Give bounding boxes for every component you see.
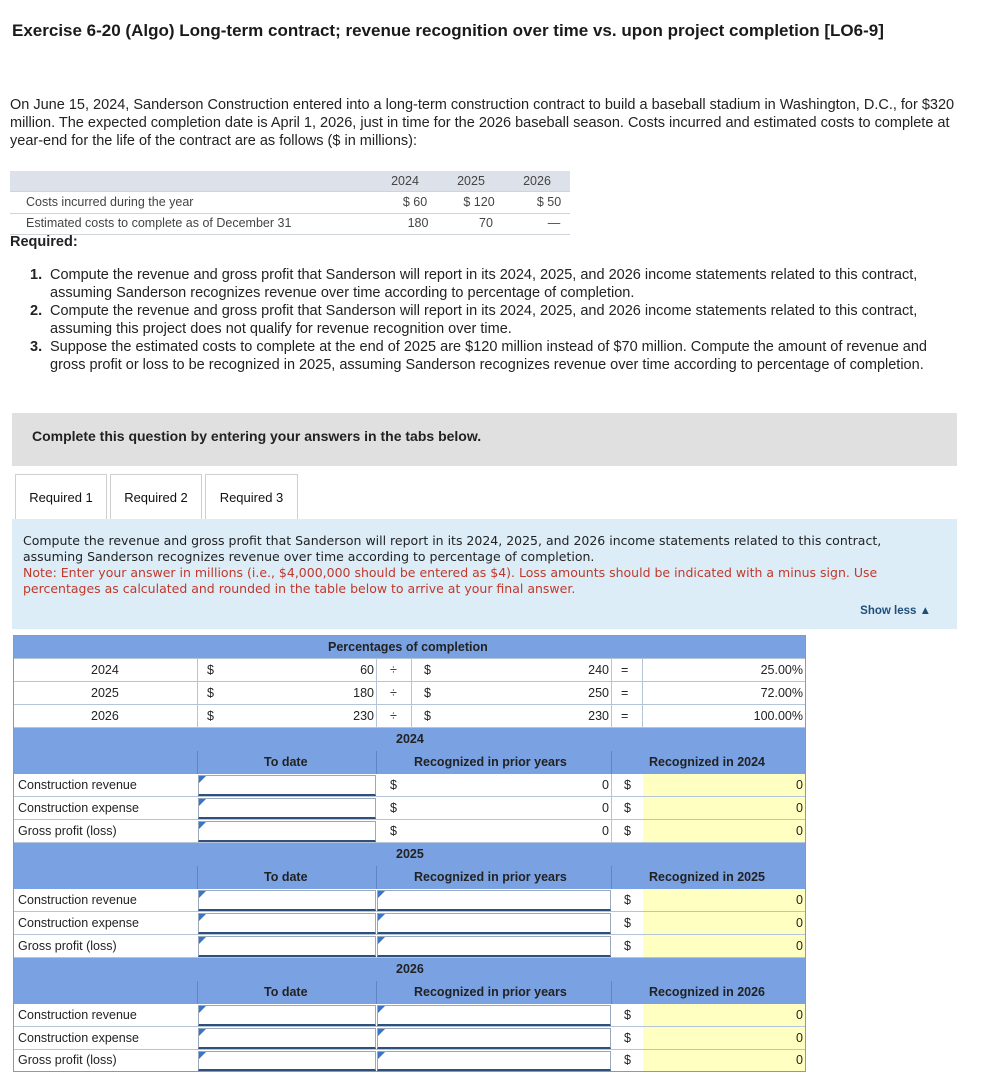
- dollar-sign: $: [624, 824, 631, 838]
- equals-sign: =: [621, 709, 629, 723]
- dollar-sign: $: [424, 663, 431, 677]
- recognized-value: 0: [796, 824, 803, 838]
- recognized-cell: [643, 1004, 805, 1027]
- col-to-date: To date: [264, 985, 308, 999]
- row-label: Construction revenue: [18, 1008, 137, 1022]
- year-2026: 2026: [523, 174, 551, 188]
- section-header-row: [14, 981, 805, 1004]
- recognized-cell: [643, 797, 805, 820]
- dollar-sign: $: [390, 824, 397, 838]
- page-title: Exercise 6-20 (Algo) Long-term contract; revenue recognition over time vs. upon project completion [LO6-9]: [12, 21, 884, 40]
- recognized-value: 0: [796, 916, 803, 930]
- pct-row: [14, 705, 805, 728]
- row-label: Construction expense: [18, 1031, 139, 1045]
- table-row: [14, 912, 805, 935]
- dollar-sign: $: [624, 1031, 631, 1045]
- panel-note: Note: Enter your answer in millions (i.e., $4,000,000 should be entered as $4). Loss amounts should be indicated with a minus sign. Use percentages as calculated and rounded in the table below to arrive at your final answer.: [23, 565, 878, 596]
- dollar-sign: $: [624, 916, 631, 930]
- dollar-sign: $: [624, 893, 631, 907]
- row-label: Gross profit (loss): [18, 1053, 117, 1067]
- section-header-row: [14, 751, 805, 774]
- section-year: 2026: [396, 962, 424, 976]
- section-year-bar: [14, 728, 805, 751]
- col-prior-years: Recognized in prior years: [414, 985, 567, 999]
- recognized-value: 0: [796, 1031, 803, 1045]
- triangle-up-icon: ▲: [919, 605, 931, 617]
- table-row: [14, 889, 805, 912]
- col-recognized: Recognized in 2025: [649, 870, 766, 884]
- tab-required-1[interactable]: Required 1: [15, 474, 107, 520]
- col-prior-years: Recognized in prior years: [414, 870, 567, 884]
- to-date-input[interactable]: [198, 1028, 376, 1049]
- instructions-banner: Complete this question by entering your answers in the tabs below.: [12, 413, 957, 466]
- dollar-sign: $: [207, 709, 214, 723]
- pct-value: 72.00%: [760, 686, 803, 700]
- pct-year: 2025: [91, 686, 119, 700]
- recognized-value: 0: [796, 801, 803, 815]
- prior-years-input[interactable]: [377, 913, 611, 934]
- equals-sign: =: [621, 663, 629, 677]
- prior-years-input[interactable]: [377, 1028, 611, 1049]
- cost-value: $ 50: [536, 195, 562, 209]
- dollar-sign: $: [624, 778, 631, 792]
- table-row: [14, 820, 805, 843]
- col-to-date: To date: [264, 870, 308, 884]
- to-date-input[interactable]: [198, 913, 376, 934]
- to-date-input[interactable]: [198, 890, 376, 911]
- requirements-list: [30, 266, 950, 374]
- cost-value: 70: [479, 216, 493, 230]
- tab-required-2[interactable]: Required 2: [110, 474, 202, 520]
- to-date-input[interactable]: [198, 1005, 376, 1026]
- recognized-cell: [643, 820, 805, 843]
- pct-row: [14, 682, 805, 705]
- dollar-sign: $: [207, 686, 214, 700]
- dollar-sign: $: [624, 801, 631, 815]
- prior-years-input[interactable]: [377, 1051, 611, 1071]
- prior-years-input[interactable]: [377, 890, 611, 911]
- row-label: Construction revenue: [18, 893, 137, 907]
- costs-row-label: Estimated costs to complete as of December 31: [26, 216, 292, 230]
- pct-year: 2024: [91, 663, 119, 677]
- pct-numerator: 230: [353, 709, 374, 723]
- dollar-sign: $: [424, 709, 431, 723]
- pct-header-row: [14, 636, 805, 658]
- prior-value: 0: [602, 778, 609, 792]
- recognized-value: 0: [796, 939, 803, 953]
- divide-sign: ÷: [390, 709, 397, 723]
- pct-numerator: 180: [353, 686, 374, 700]
- costs-table: [10, 171, 570, 235]
- pct-value: 25.00%: [760, 663, 803, 677]
- dollar-sign: $: [390, 778, 397, 792]
- pct-value: 100.00%: [753, 709, 803, 723]
- row-label: Gross profit (loss): [18, 939, 117, 953]
- prior-years-input[interactable]: [377, 1005, 611, 1026]
- recognized-cell: [643, 935, 805, 958]
- dollar-sign: $: [390, 801, 397, 815]
- problem-intro: On June 15, 2024, Sanderson Construction entered into a long-term construction contract to build a baseball stadium in Washington, D.C., for $320 million. The expected completion date is April 1, 2026, just in time for the 2026 baseball season. Costs incurred and estimated costs to complete at year-end for the life of the contract are as follows ($ in millions):: [10, 97, 955, 149]
- recognized-cell: [643, 889, 805, 912]
- recognized-value: 0: [796, 893, 803, 907]
- prior-value: 0: [602, 824, 609, 838]
- cost-value: 180: [407, 216, 429, 230]
- col-recognized: Recognized in 2026: [649, 985, 766, 999]
- divide-sign: ÷: [390, 663, 397, 677]
- requirement-3: 3. Suppose the estimated costs to complete at the end of 2025 are $120 million instead of $70 million. Compute the amount of revenue and gross profit or loss to be recognized in 2025, assuming Sanderson recognizes revenue over time according to percentage of completion.: [30, 339, 927, 373]
- cost-value: —: [547, 216, 561, 230]
- section-year-bar: [14, 958, 805, 981]
- recognized-value: 0: [796, 1053, 803, 1067]
- costs-row-label: Costs incurred during the year: [26, 195, 194, 209]
- cost-value: $ 60: [402, 195, 428, 209]
- recognized-cell: [643, 774, 805, 797]
- panel-instruction: Compute the revenue and gross profit that Sanderson will report in its 2024, 2025, and 2026 income statements related to this contract, assuming Sanderson recognizes revenue over time according to percentage of completion.: [23, 533, 882, 564]
- tab-required-3[interactable]: Required 3: [205, 474, 298, 520]
- row-label: Construction revenue: [18, 778, 137, 792]
- year-2025: 2025: [457, 174, 485, 188]
- recognized-cell: [643, 912, 805, 935]
- table-row: [14, 1027, 805, 1050]
- requirement-2: 2. Compute the revenue and gross profit that Sanderson will report in its 2024, 2025, and 2026 income statements related to this contract, assuming this project does not qualify for revenue recognition over time.: [30, 303, 918, 337]
- answer-table: [13, 635, 806, 1072]
- prior-years-input[interactable]: [377, 936, 611, 957]
- to-date-input[interactable]: [198, 775, 376, 796]
- pct-numerator: 60: [360, 663, 374, 677]
- year-2024: 2024: [391, 174, 419, 188]
- col-recognized: Recognized in 2024: [649, 755, 766, 769]
- pct-year: 2026: [91, 709, 119, 723]
- recognized-value: 0: [796, 778, 803, 792]
- table-row: [14, 797, 805, 820]
- prior-value: 0: [602, 801, 609, 815]
- requirement-1: 1. Compute the revenue and gross profit that Sanderson will report in its 2024, 2025, and 2026 income statements related to this contract, assuming Sanderson recognizes revenue over time according to percentage of completion.: [30, 267, 918, 301]
- recognized-cell: [643, 1050, 805, 1071]
- section-header-row: [14, 866, 805, 889]
- dollar-sign: $: [207, 663, 214, 677]
- row-label: Gross profit (loss): [18, 824, 117, 838]
- row-label: Construction expense: [18, 801, 139, 815]
- table-row: [14, 1050, 805, 1071]
- section-year-bar: [14, 843, 805, 866]
- pct-denominator: 230: [588, 709, 609, 723]
- pct-header: Percentages of completion: [328, 640, 488, 654]
- to-date-input[interactable]: [198, 821, 376, 842]
- row-label: Construction expense: [18, 916, 139, 930]
- question-panel: [12, 519, 957, 629]
- pct-row: [14, 659, 805, 682]
- col-to-date: To date: [264, 755, 308, 769]
- dollar-sign: $: [624, 1008, 631, 1022]
- cost-value: $ 120: [463, 195, 495, 209]
- col-prior-years: Recognized in prior years: [414, 755, 567, 769]
- required-heading: Required:: [10, 234, 78, 250]
- dollar-sign: $: [624, 939, 631, 953]
- section-year: 2025: [396, 847, 424, 861]
- to-date-input[interactable]: [198, 936, 376, 957]
- pct-denominator: 250: [588, 686, 609, 700]
- to-date-input[interactable]: [198, 798, 376, 819]
- section-year: 2024: [396, 732, 424, 746]
- to-date-input[interactable]: [198, 1051, 376, 1071]
- dollar-sign: $: [624, 1053, 631, 1067]
- pct-denominator: 240: [588, 663, 609, 677]
- table-row: [14, 935, 805, 958]
- recognized-cell: [643, 1027, 805, 1050]
- equals-sign: =: [621, 686, 629, 700]
- dollar-sign: $: [424, 686, 431, 700]
- show-less-link[interactable]: Show less ▲: [860, 605, 931, 617]
- table-row: [14, 1004, 805, 1027]
- recognized-value: 0: [796, 1008, 803, 1022]
- table-row: [14, 774, 805, 797]
- divide-sign: ÷: [390, 686, 397, 700]
